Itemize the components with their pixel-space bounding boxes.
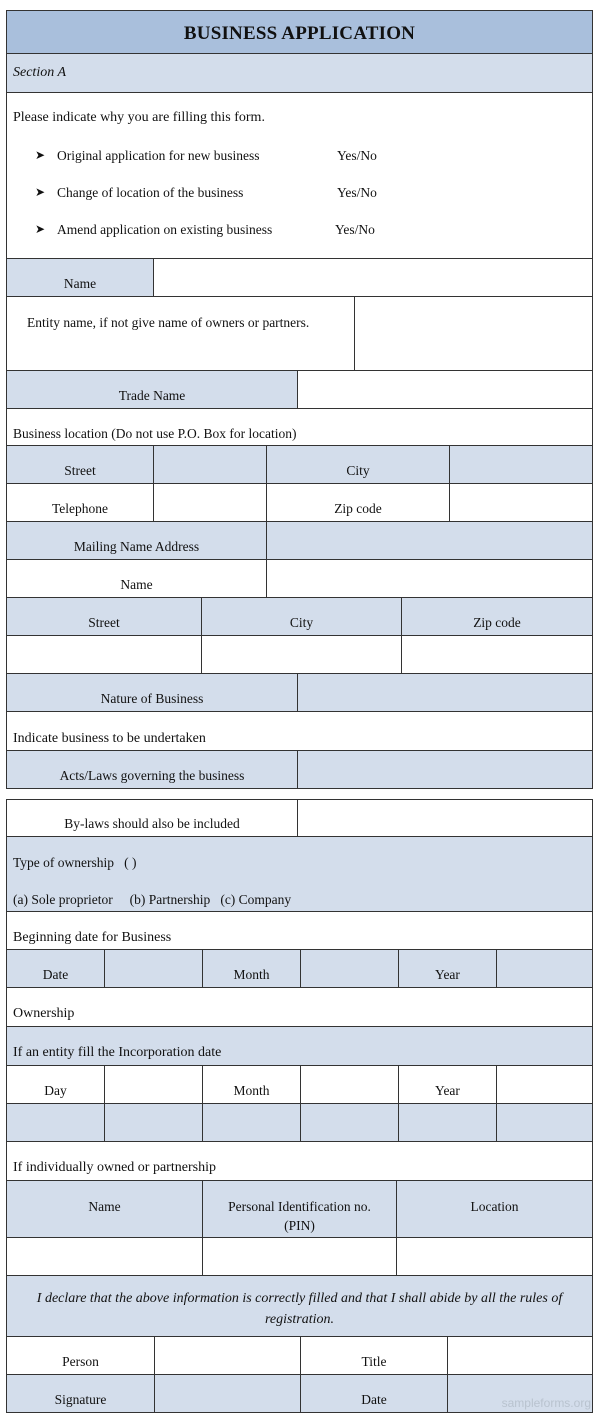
incorp-cell-3[interactable]	[202, 1104, 300, 1141]
incorp-cell-1[interactable]	[7, 1104, 104, 1141]
m-city-label: City	[289, 615, 314, 630]
mailing-label-cell	[7, 522, 266, 559]
option-original-label: Original application for new business	[57, 148, 260, 163]
option-original-value[interactable]: Yes/No	[337, 148, 377, 163]
mailing-address-row	[6, 522, 593, 560]
m-street-label: Street	[88, 615, 120, 630]
signature-field[interactable]	[154, 1375, 300, 1412]
acts-laws-row	[6, 751, 593, 789]
person-label: Person	[62, 1354, 99, 1369]
city-label: City	[346, 463, 370, 478]
beginning-date-label: Beginning date for Business	[13, 930, 172, 945]
name-row	[6, 259, 593, 297]
bylaws-label: By-laws should also be included	[64, 816, 240, 831]
city-field[interactable]	[449, 446, 592, 483]
month-field[interactable]	[300, 950, 398, 987]
col-pin-label: Personal Identification no. (PIN)	[228, 1199, 371, 1233]
date-label-cell	[7, 950, 104, 987]
title-field[interactable]	[447, 1337, 592, 1374]
arrow-bullet-icon: ➤	[35, 222, 46, 236]
year-label: Year	[435, 967, 460, 982]
section-gap	[6, 789, 593, 799]
title-row	[6, 10, 593, 54]
incorporation-row	[6, 1027, 593, 1066]
person-label-cell	[7, 1337, 154, 1374]
street-city-row	[6, 446, 593, 484]
mailing-name-row	[6, 560, 593, 598]
purpose-block	[6, 93, 593, 259]
mailing-name-label: Name	[120, 577, 153, 592]
month-label-cell	[202, 950, 300, 987]
owner-table-row	[6, 1238, 593, 1276]
person-field[interactable]	[154, 1337, 300, 1374]
indicate-business-row	[6, 712, 593, 751]
col-location-cell	[396, 1181, 592, 1237]
section-row	[6, 54, 593, 93]
m-zip-field[interactable]	[401, 636, 592, 673]
purpose-intro: Please indicate why you are filling this form.	[13, 110, 265, 125]
option-change-label: Change of location of the business	[57, 185, 244, 200]
incorp-cell-5[interactable]	[398, 1104, 496, 1141]
incorp-cell-4[interactable]	[300, 1104, 398, 1141]
acts-laws-field[interactable]	[297, 751, 592, 788]
signature-label: Signature	[54, 1392, 107, 1407]
acts-laws-label: Acts/Laws governing the business	[59, 768, 245, 783]
date-label: Date	[42, 967, 69, 982]
owner-name-field[interactable]	[7, 1238, 202, 1275]
zip-code-label: Zip code	[334, 501, 382, 516]
year2-field[interactable]	[496, 1066, 592, 1103]
year2-label: Year	[435, 1083, 460, 1098]
ownership-type-label: Type of ownership ( )	[13, 855, 137, 870]
beginning-date-row	[6, 912, 593, 950]
month2-field[interactable]	[300, 1066, 398, 1103]
month2-label: Month	[233, 1083, 270, 1098]
declaration-text: I declare that the above information is correctly filled and that I shall abide by all the rules of registration.	[36, 1291, 563, 1327]
individually-owned-label: If individually owned or partnership	[13, 1160, 216, 1175]
owner-pin-field[interactable]	[202, 1238, 396, 1275]
col-pin-cell	[202, 1181, 396, 1237]
street-label: Street	[64, 463, 96, 478]
day-label: Day	[44, 1083, 67, 1098]
entity-row	[6, 297, 593, 371]
entity-name-field[interactable]	[354, 297, 592, 370]
incorp-cell-6[interactable]	[496, 1104, 592, 1141]
title-label-cell	[300, 1337, 447, 1374]
title-label: Title	[361, 1354, 387, 1369]
option-change-value[interactable]: Yes/No	[337, 185, 377, 200]
entity-name-label: Entity name, if not give name of owners or partners.	[27, 315, 310, 330]
incorp-cell-2[interactable]	[104, 1104, 202, 1141]
ownership-options[interactable]: (a) Sole proprietor (b) Partnership (c) Company	[13, 892, 292, 907]
incorporation-label: If an entity fill the Incorporation date	[13, 1045, 222, 1060]
m-zip-label: Zip code	[473, 615, 521, 630]
nature-business-row	[6, 674, 593, 712]
mailing-name-address-label: Mailing Name Address	[73, 539, 200, 554]
incorp-date-header-row	[6, 1066, 593, 1104]
col-name-cell	[7, 1181, 202, 1237]
month2-label-cell	[202, 1066, 300, 1103]
m-city-field[interactable]	[201, 636, 401, 673]
person-title-row	[6, 1337, 593, 1375]
year-label-cell	[398, 950, 496, 987]
ownership-row	[6, 988, 593, 1027]
m-city-label-cell	[201, 598, 401, 635]
indicate-business-label: Indicate business to be undertaken	[13, 731, 206, 746]
m-street-label-cell	[7, 598, 201, 635]
year-field[interactable]	[496, 950, 592, 987]
trade-name-field[interactable]	[297, 371, 592, 408]
telephone-label-cell	[7, 484, 153, 521]
mailing-address-header-row	[6, 598, 593, 636]
owner-table-header	[6, 1181, 593, 1238]
city-label-cell	[266, 446, 449, 483]
year2-label-cell	[398, 1066, 496, 1103]
mailing-name-field[interactable]	[266, 560, 592, 597]
m-street-field[interactable]	[7, 636, 201, 673]
telephone-label: Telephone	[51, 501, 109, 516]
option-amend-label: Amend application on existing business	[57, 222, 273, 237]
mailing-name-label-cell	[7, 560, 266, 597]
col-location-label: Location	[470, 1199, 519, 1214]
arrow-bullet-icon: ➤	[35, 148, 46, 162]
trade-name-label-cell	[7, 371, 297, 408]
business-location-label: Business location (Do not use P.O. Box for location)	[13, 426, 297, 441]
date-row	[6, 950, 593, 988]
business-application-form	[6, 10, 593, 1413]
mailing-address-field[interactable]	[266, 522, 592, 559]
arrow-bullet-icon: ➤	[35, 185, 46, 199]
date-sign-label: Date	[361, 1392, 387, 1407]
name-label: Name	[63, 276, 97, 291]
nature-label-cell	[7, 674, 297, 711]
declaration-row	[6, 1276, 593, 1337]
street-label-cell	[7, 446, 153, 483]
bylaws-label-cell	[7, 800, 297, 836]
incorp-date-input-row	[6, 1104, 593, 1142]
acts-laws-label-cell	[7, 751, 297, 788]
business-location-row	[6, 409, 593, 446]
street-field[interactable]	[153, 446, 266, 483]
nature-of-business-field[interactable]	[297, 674, 592, 711]
owner-location-field[interactable]	[396, 1238, 592, 1275]
zip-code-field[interactable]	[449, 484, 592, 521]
mailing-address-input-row	[6, 636, 593, 674]
option-amend-value[interactable]: Yes/No	[335, 222, 375, 237]
section-label: Section A	[13, 65, 67, 80]
form-title: BUSINESS APPLICATION	[183, 23, 416, 44]
date-sign-label-cell	[300, 1375, 447, 1412]
bylaws-field[interactable]	[297, 800, 592, 836]
nature-of-business-label: Nature of Business	[100, 691, 204, 706]
m-zip-label-cell	[401, 598, 592, 635]
trade-name-label: Trade Name	[118, 388, 186, 403]
signature-label-cell	[7, 1375, 154, 1412]
day-label-cell	[7, 1066, 104, 1103]
telephone-zip-row	[6, 484, 593, 522]
date-field[interactable]	[104, 950, 202, 987]
month-label: Month	[233, 967, 270, 982]
name-label-cell	[7, 259, 153, 296]
individually-owned-row	[6, 1142, 593, 1181]
day-field[interactable]	[104, 1066, 202, 1103]
name-field[interactable]	[153, 259, 592, 296]
zip-label-cell	[266, 484, 449, 521]
telephone-field[interactable]	[153, 484, 266, 521]
ownership-type-row	[6, 837, 593, 912]
col-name-label: Name	[88, 1199, 121, 1214]
bylaws-row	[6, 799, 593, 837]
ownership-label: Ownership	[13, 1006, 75, 1021]
watermark: sampleforms.org	[501, 1396, 591, 1410]
trade-name-row	[6, 371, 593, 409]
